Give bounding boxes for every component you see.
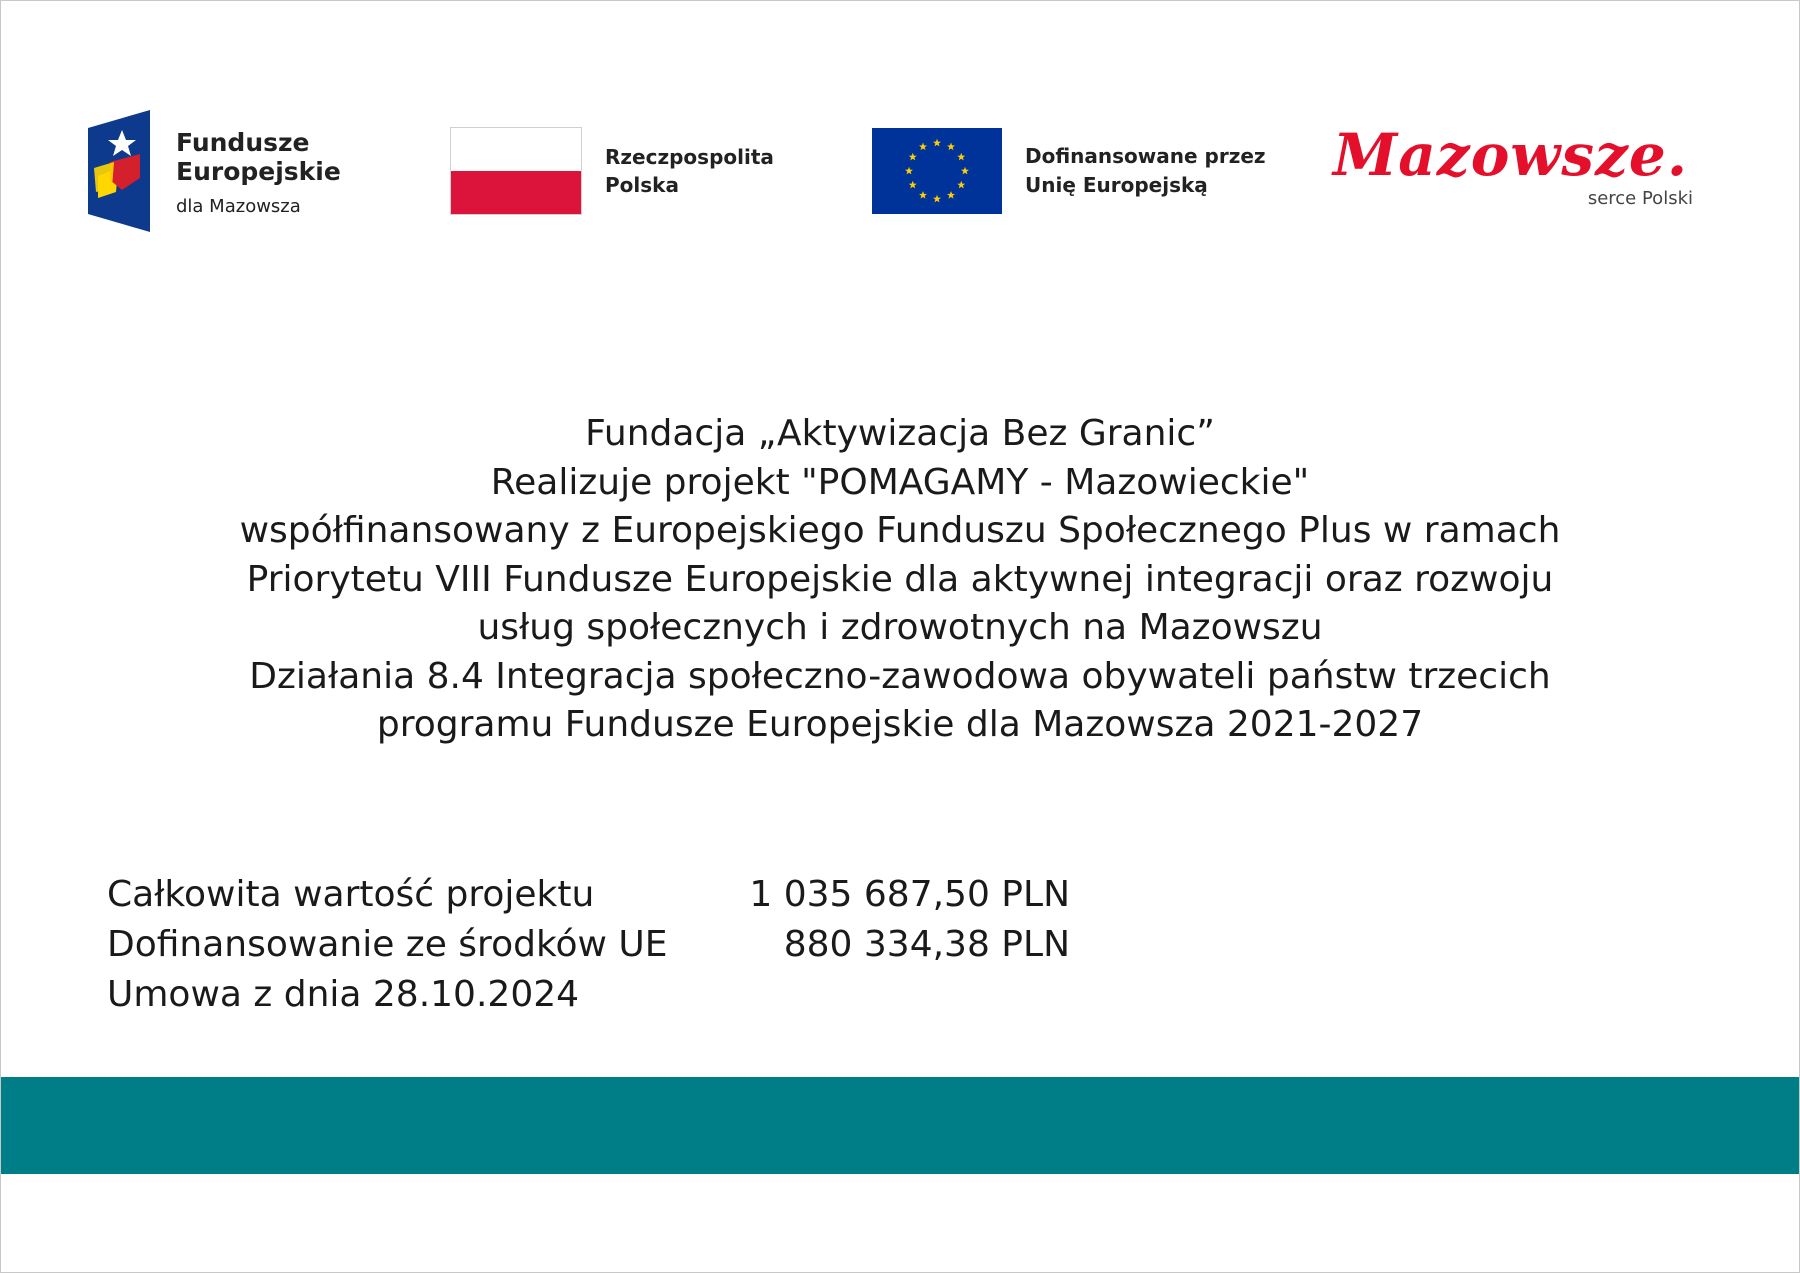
- bottom-band: [1, 1077, 1799, 1174]
- description-line: Fundacja „Aktywizacja Bez Granic”: [585, 413, 1215, 454]
- fundusze-europejskie-logo: [88, 110, 368, 232]
- description-line: Priorytetu VIII Fundusze Europejskie dla aktywnej integracji oraz rozwoju: [246, 558, 1554, 600]
- description-line: programu Fundusze Europejskie dla Mazowsza 2021-2027: [376, 704, 1424, 745]
- fe-title-line1: Fundusze: [176, 128, 310, 157]
- project-description: [100, 410, 1700, 750]
- rzeczpospolita-polska-logo: [450, 127, 790, 215]
- description-line: współfinansowany z Europejskiego Funduszu Społecznego Plus w ramach: [239, 510, 1561, 551]
- pl-text-line1: Rzeczpospolita: [605, 145, 774, 169]
- eu-funding-label: Dofinansowanie ze środków UE: [107, 924, 668, 965]
- total-value-label: Całkowita wartość projektu: [107, 874, 595, 915]
- fe-emblem-icon: [88, 110, 150, 232]
- mazowsze-tagline: serce Polski: [1587, 188, 1693, 209]
- eu-text-line1: Dofinansowane przez: [1025, 144, 1266, 168]
- eu-cofinancing-logo: [872, 128, 1292, 216]
- description-line: usług społecznych i zdrowotnych na Mazowszu: [477, 607, 1323, 648]
- polish-flag-icon: [450, 127, 582, 215]
- total-value-amount: 1 035 687,50 PLN: [749, 874, 1070, 915]
- contract-date: Umowa z dnia 28.10.2024: [107, 974, 580, 1015]
- fe-subtitle: dla Mazowsza: [176, 196, 301, 217]
- mazowsze-wordmark: Mazowsze.: [1333, 121, 1689, 189]
- fe-title-line2: Europejskie: [176, 157, 341, 186]
- description-line: Działania 8.4 Integracja społeczno-zawodowa obywateli państw trzecich: [249, 655, 1551, 697]
- description-line: Realizuje projekt "POMAGAMY - Mazowieckie": [490, 461, 1310, 503]
- eu-text-line2: Unię Europejską: [1025, 173, 1208, 197]
- pl-text-line2: Polska: [605, 173, 679, 197]
- eu-funding-amount: 880 334,38 PLN: [783, 924, 1070, 965]
- eu-flag-icon: [872, 128, 1002, 214]
- mazowsze-logo: [1333, 122, 1713, 222]
